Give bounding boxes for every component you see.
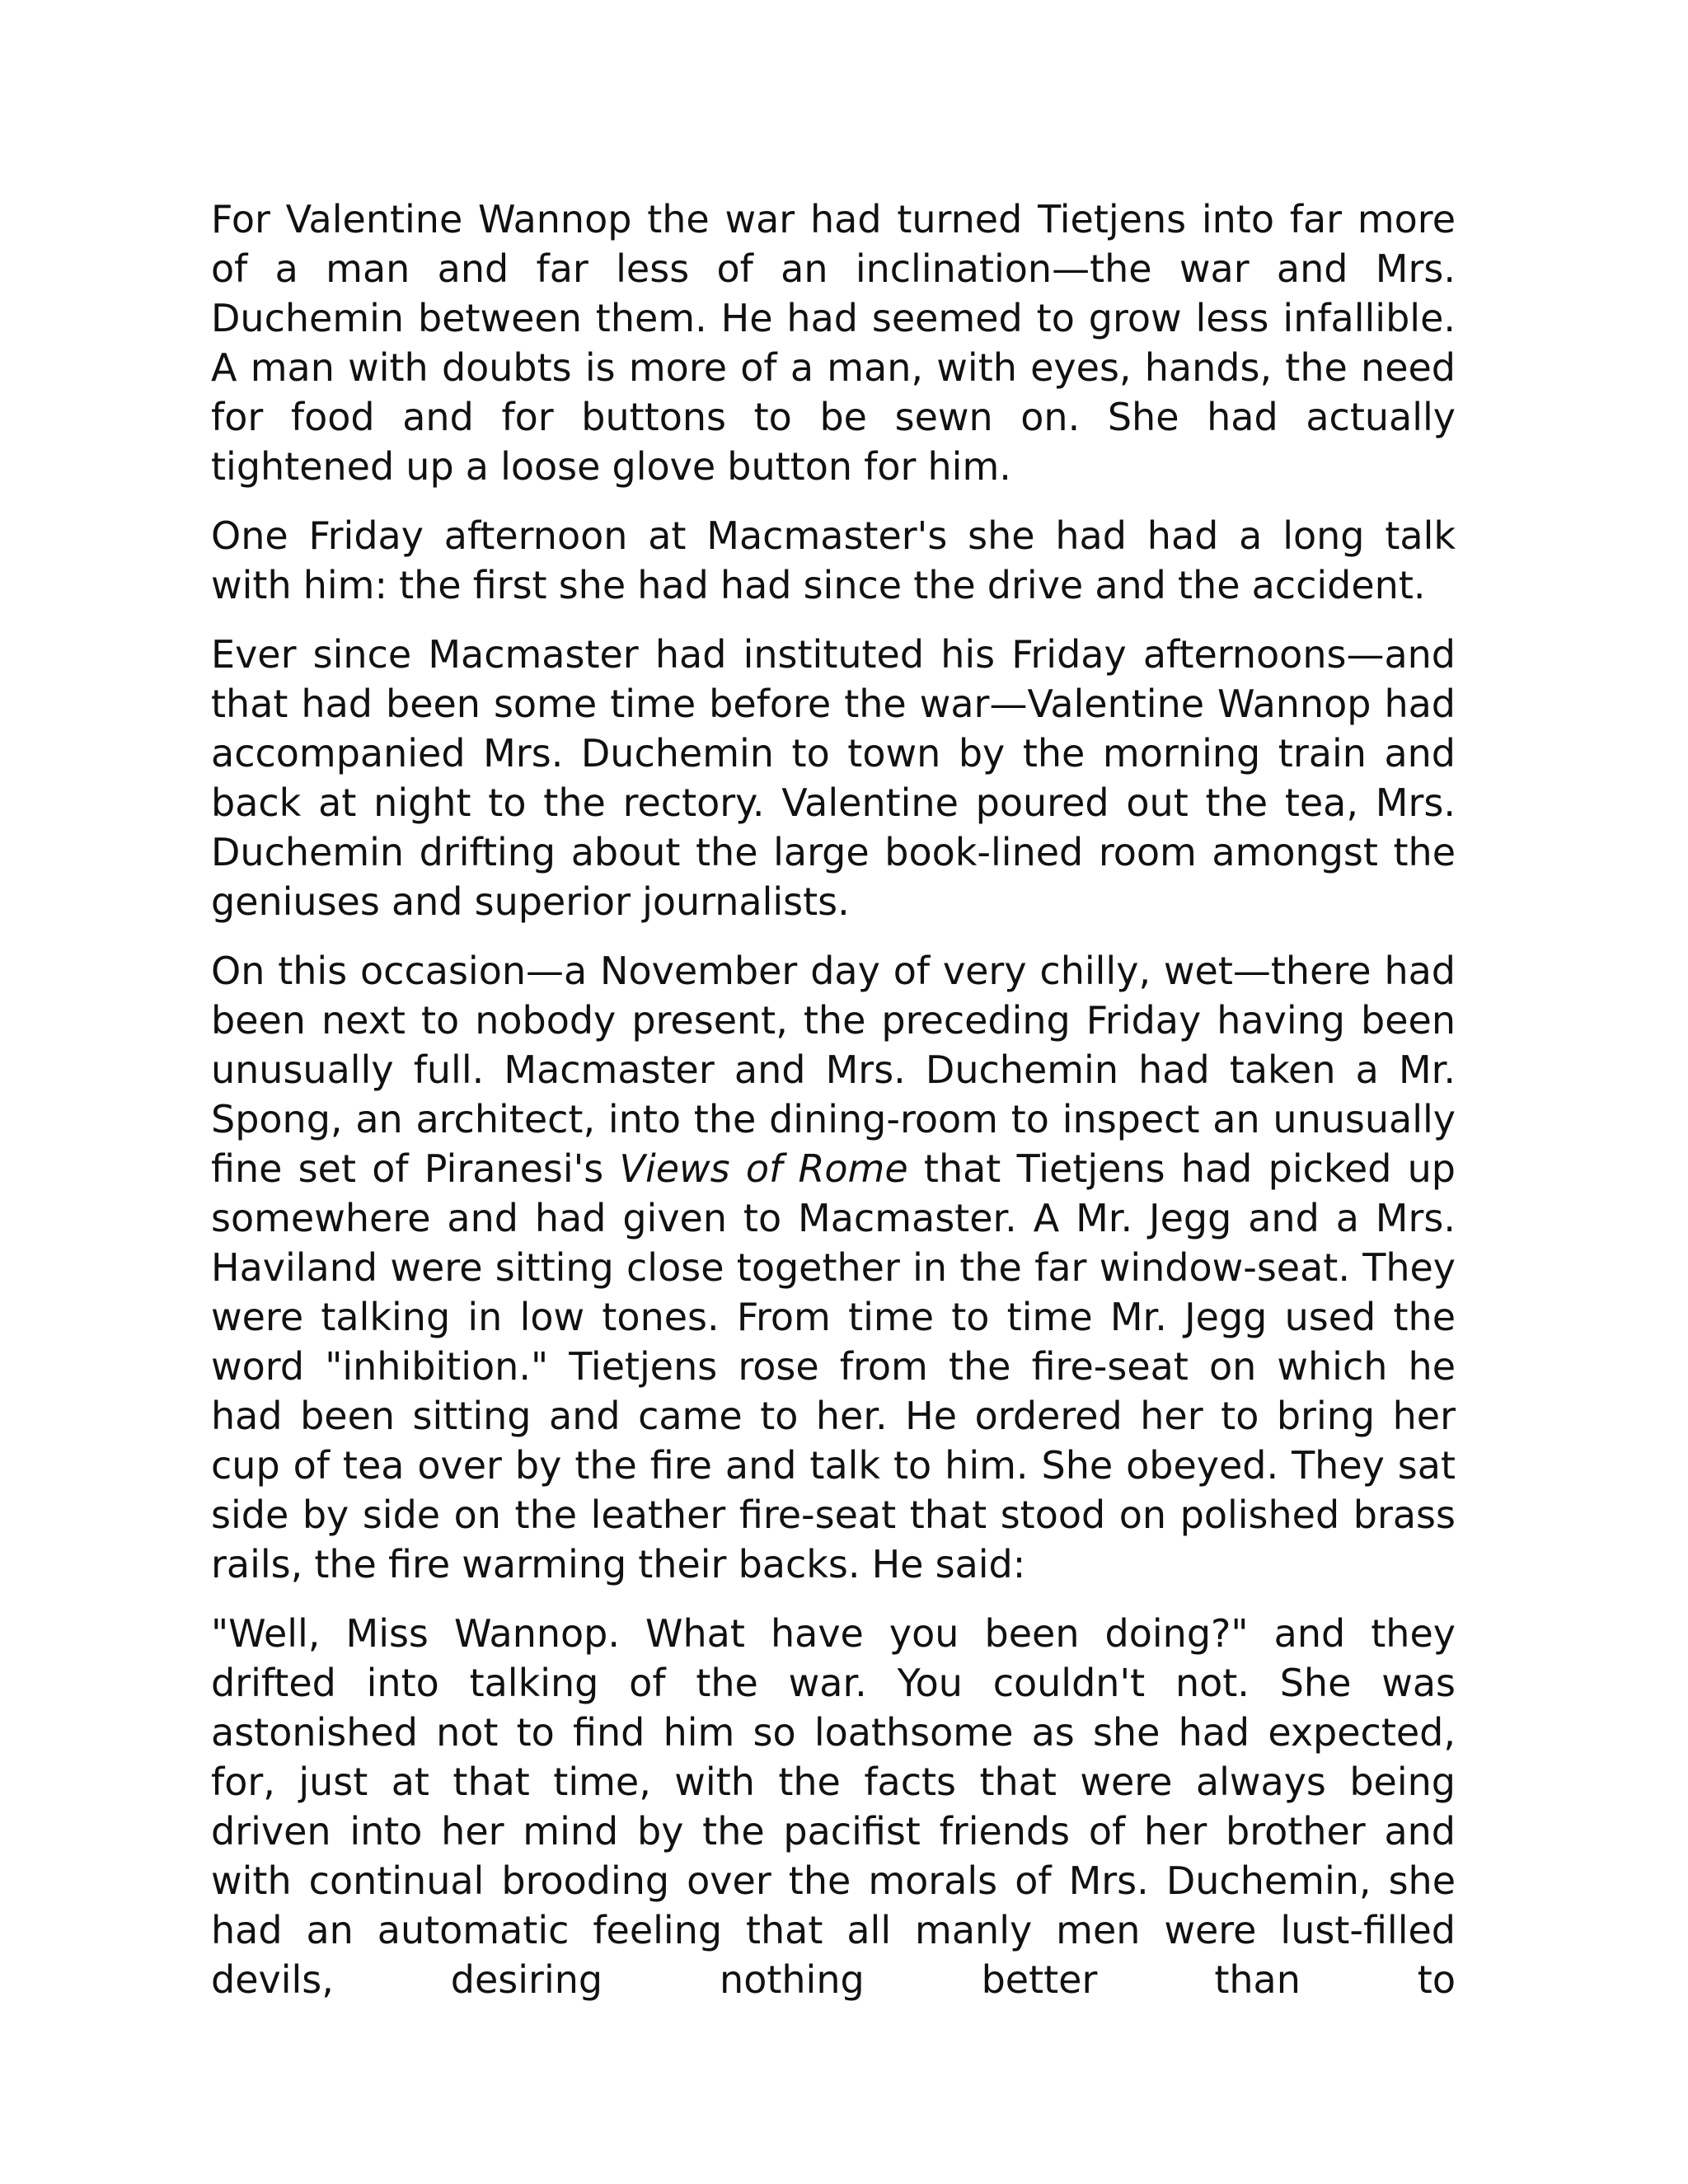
paragraph-text: On this occasion—a November day of very chilly, wet—there had been next to nobody present, the preceding Friday having been unusually full. Macmaster and Mrs. Duchemin had taken a Mr. Spong, an architect, into the dining-room to inspect an unusually fine set of Piranesi's — [211, 949, 1456, 1191]
paragraph: One Friday afternoon at Macmaster's she had had a long talk with him: the first she had had since the drive and the accident. — [211, 513, 1456, 607]
paragraph: Ever since Macmaster had instituted his Friday afternoons—and that had been some time before the war—Valentine Wannop had accompanied Mrs. Duchemin to town by the morning train and back at night to the rectory. Valentine poured out the tea, Mrs. Duchemin drifting about the large book-lined room amongst the geniuses and superior journalists. — [211, 632, 1456, 924]
paragraph: "Well, Miss Wannop. What have you been doing?" and they drifted into talking of the war. You couldn't not. She was astonished not to find him so loathsome as she had expected, for, just at that time, with the facts that were always being driven into her mind by the pacifist friends of her brother and with continual brooding over the morals of Mrs. Duchemin, she had an automatic feeling that all manly men were lust-filled devils, desiring nothing better than to — [211, 1611, 1456, 2002]
book-title: Views of Rome — [619, 1146, 908, 1191]
paragraph: For Valentine Wannop the war had turned Tietjens into far more of a man and far less of an inclination—the war and Mrs. Duchemin between them. He had seemed to grow less infallible. A man with doubts is more of a man, with eyes, hands, the need for food and for buttons to be sewn on. She had actually tightened up a loose glove button for him. — [211, 197, 1456, 489]
document-page — [211, 194, 1456, 2004]
paragraph — [211, 946, 1456, 1589]
paragraph-text: that Tietjens had picked up somewhere and had given to Macmaster. A Mr. Jegg and a Mrs. Haviland were sitting close together in the far window-seat. They were talking in low tones. From time to time Mr. Jegg used the word "inhibition." Tietjens rose from the fire-seat on which he had been sitting and came to her. He ordered her to bring her cup of tea over by the fire and talk to him. She obeyed. They sat side by side on the leather fire-seat that stood on polished brass rails, the fire warming their backs. He said: — [211, 1146, 1456, 1586]
